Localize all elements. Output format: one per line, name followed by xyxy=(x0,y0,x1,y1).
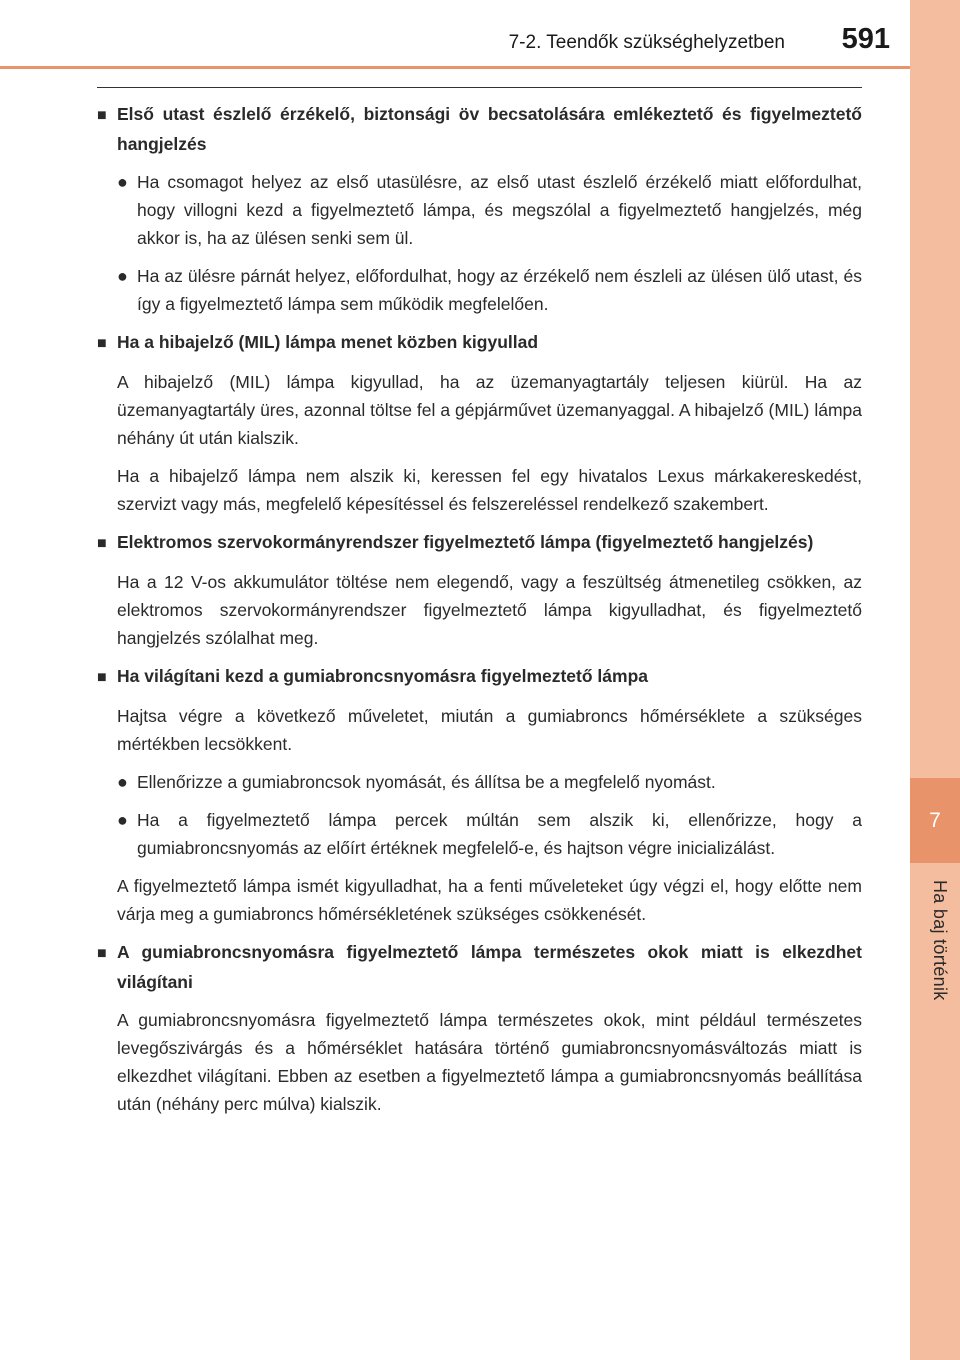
side-tab xyxy=(910,0,960,1360)
header-rule xyxy=(0,66,910,69)
paragraph xyxy=(117,702,862,758)
bullet-item xyxy=(117,768,862,796)
section xyxy=(97,528,862,652)
section xyxy=(97,328,862,518)
paragraph-text: A gumiabroncsnyomásra figyelmeztető lámpa természetes okok, mint például természetes levegőszivárgás és a hőmérséklet hatására történő gumiabroncsnyomásváltozás miatt is elkezdhet világítani. Ebben az esetben a figyelmeztető lámpa a gumiabroncsnyomás beállítása után (néhány perc múlva) kialszik. xyxy=(117,1010,862,1114)
section-heading-text: A gumiabroncsnyomásra figyelmeztető lámpa természetes okok miatt is elkezdhet világítani xyxy=(117,942,862,992)
bullet-item xyxy=(117,262,862,318)
paragraph xyxy=(117,462,862,518)
section xyxy=(97,100,862,318)
bullet-text: Ha csomagot helyez az első utasülésre, az első utast észlelő érzékelő miatt előfordulhat, hogy villogni kezd a figyelmeztető lámpa, és megszólal a figyelmeztető hangjelzés, még akkor is, ha az ülésen senki sem ül. xyxy=(137,172,862,248)
section-heading-text: Ha a hibajelző (MIL) lámpa menet közben kigyullad xyxy=(117,332,539,352)
heading-square-icon: ■ xyxy=(97,535,107,552)
paragraph xyxy=(117,1006,862,1118)
bullet-text: Ellenőrizze a gumiabroncsok nyomását, és állítsa be a megfelelő nyomást. xyxy=(137,772,716,792)
section xyxy=(97,662,862,928)
bullet-dot-icon: ● xyxy=(117,172,128,192)
paragraph xyxy=(117,568,862,652)
section-heading xyxy=(97,662,862,692)
heading-square-icon: ■ xyxy=(97,107,107,124)
heading-square-icon: ■ xyxy=(97,669,107,686)
section-heading xyxy=(97,100,862,158)
heading-square-icon: ■ xyxy=(97,945,107,962)
section-heading-text: Elektromos szervokormányrendszer figyelmeztető lámpa (figyelmeztető hangjelzés) xyxy=(117,532,814,552)
paragraph-text: A hibajelző (MIL) lámpa kigyullad, ha az üzemanyagtartály teljesen kiürül. Ha az üzemanyagtartály üres, azonnal töltse fel a gépjárművet üzemanyaggal. A hibajelző (MIL) lámpa néhány út után kialszik. xyxy=(117,372,862,448)
bullet-item xyxy=(117,168,862,252)
content-top-rule xyxy=(97,87,862,88)
section-heading xyxy=(97,328,862,358)
page-content xyxy=(97,100,862,1128)
running-header: 7-2. Teendők szükséghelyzetben xyxy=(508,32,785,53)
section-heading-text: Első utast észlelő érzékelő, biztonsági öv becsatolására emlékeztető és figyelmeztető hangjelzés xyxy=(117,104,862,154)
bullet-dot-icon: ● xyxy=(117,266,128,286)
paragraph-text: A figyelmeztető lámpa ismét kigyulladhat, ha a fenti műveleteket úgy végzi el, hogy előtte nem várja meg a gumiabroncs hőmérsékletének szükséges csökkenését. xyxy=(117,876,862,924)
paragraph-text: Ha a 12 V-os akkumulátor töltése nem elegendő, vagy a feszültség átmenetileg csökken, az elektromos szervokormányrendszer figyelmeztető lámpa kigyulladhat, és figyelmeztető hangjelzés szólalhat meg. xyxy=(117,572,862,648)
bullet-text: Ha az ülésre párnát helyez, előfordulhat, hogy az érzékelő nem észleli az ülésen ülő utast, és így a figyelmeztető lámpa sem működik megfelelően. xyxy=(137,266,862,314)
chapter-number: 7 xyxy=(929,808,941,832)
section-heading xyxy=(97,528,862,558)
bullet-text: Ha a figyelmeztető lámpa percek múltán sem alszik ki, ellenőrizze, hogy a gumiabroncsnyomás az előírt értéknek megfelelő-e, és hajtson végre inicializálást. xyxy=(137,810,862,858)
section-heading-text: Ha világítani kezd a gumiabroncsnyomásra figyelmeztető lámpa xyxy=(117,666,648,686)
bullet-item xyxy=(117,806,862,862)
section xyxy=(97,938,862,1118)
bullet-dot-icon: ● xyxy=(117,810,128,830)
chapter-number-tab xyxy=(910,778,960,863)
paragraph xyxy=(117,872,862,928)
page-number: 591 xyxy=(841,23,890,55)
heading-square-icon: ■ xyxy=(97,335,107,352)
chapter-title: Ha baj történik xyxy=(930,880,950,1001)
paragraph-text: Ha a hibajelző lámpa nem alszik ki, keressen fel egy hivatalos Lexus márkakereskedést, szervizt vagy más, megfelelő képesítéssel és felszereléssel rendelkező szakembert. xyxy=(117,466,862,514)
paragraph xyxy=(117,368,862,452)
section-heading xyxy=(97,938,862,996)
bullet-dot-icon: ● xyxy=(117,772,128,792)
paragraph-text: Hajtsa végre a következő műveletet, miután a gumiabroncs hőmérséklete a szükséges mértékben lecsökkent. xyxy=(117,706,862,754)
